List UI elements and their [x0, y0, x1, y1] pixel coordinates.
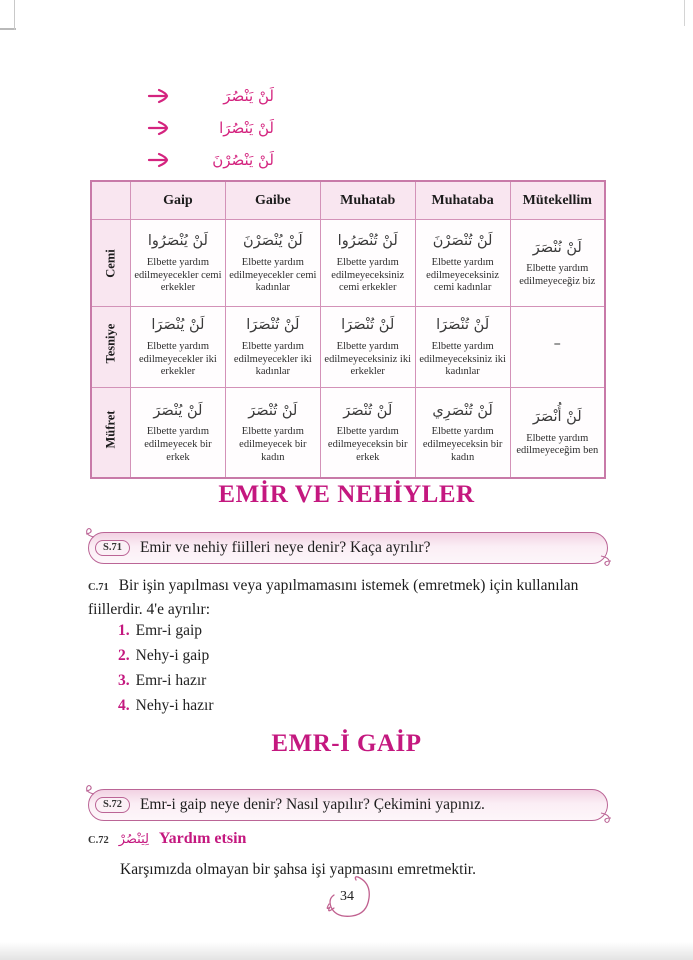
- list-item: [118, 693, 214, 718]
- translation-caption: Elbette yardım edilmeyecek bir kadın: [239, 426, 307, 463]
- list-label: Emr-i gaip: [135, 621, 203, 639]
- table-cell: [131, 307, 226, 388]
- translation-caption: Elbette yardım edilmeyeceksiniz cemi erkekler: [331, 256, 405, 294]
- translation-caption: Elbette yardım edilmeyeceksin bir kadın: [422, 426, 503, 463]
- example-item: [146, 80, 274, 112]
- table-cell: [320, 307, 415, 388]
- arabic-form: لَنْ يُنْصَرَ: [153, 402, 203, 419]
- translation-caption: Elbette yardım edilmeyeceksiniz iki erkekler: [324, 340, 412, 378]
- answer-text: Karşımızda olmayan bir şahsa işi yapmasını emretmektir.: [120, 860, 476, 878]
- translation-caption: Elbette yardım edilmeyecekler iki erkekler: [139, 340, 217, 378]
- curl-ornament-icon: [82, 784, 96, 803]
- page-number: 34: [340, 889, 354, 904]
- page-number-ornament: [316, 874, 378, 926]
- conjugation-table: [90, 180, 606, 479]
- row-label: Cemi: [103, 248, 118, 278]
- arabic-form: لَنْ تُنْصَرَا: [436, 317, 490, 334]
- arabic-example: لَنْ يَنْصُرَ: [223, 87, 274, 105]
- table-header-row: [91, 181, 605, 220]
- arrow-right-icon: [146, 120, 172, 136]
- page-edge-line: [14, 0, 15, 30]
- table-cell: [510, 220, 605, 307]
- page-edge-shadow: [0, 942, 693, 960]
- translation-caption: Elbette yardım edilmeyecekler cemi kadınlar: [229, 256, 317, 294]
- row-label-cell: [91, 220, 131, 307]
- question-text: Emir ve nehiy fiilleri neye denir? Kaça ayrılır?: [139, 539, 431, 556]
- table-cell: [131, 388, 226, 479]
- list-number: 3.: [118, 671, 130, 689]
- arabic-form: لَنْ تُنْصَرُوا: [337, 233, 398, 250]
- list-number: 4.: [118, 696, 130, 714]
- question-tag: S.72: [95, 797, 130, 814]
- arabic-form: لَنْ تُنْصَرَا: [246, 317, 300, 334]
- table-cell: [415, 388, 510, 479]
- table-cell: [225, 388, 320, 479]
- row-label: Tesniye: [103, 323, 118, 363]
- arabic-example: لَنْ يَنْصُرْنَ: [212, 151, 274, 169]
- example-item: [146, 144, 274, 176]
- arabic-form: لَنْ يُنْصَرَا: [151, 317, 205, 334]
- row-label: Müfret: [103, 410, 118, 449]
- table-cell: [415, 220, 510, 307]
- column-header: Muhataba: [415, 181, 510, 220]
- list-item: [118, 618, 214, 643]
- answer-tag: C.71: [88, 582, 109, 593]
- translation-caption: Elbette yardım edilmeyecekler cemi erkekler: [134, 256, 222, 294]
- translation-caption: Elbette yardım edilmeyeceksin bir erkek: [327, 426, 408, 463]
- arabic-form: لَنْ أُنْصَرَ: [532, 409, 582, 426]
- question-text: Emr-i gaip neye denir? Nasıl yapılır? Çekimini yapınız.: [139, 796, 485, 813]
- translation-caption: Elbette yardım edilmeyecekler iki kadınlar: [233, 340, 312, 378]
- row-label-cell: [91, 388, 131, 479]
- arabic-example: لِيَنْصُرْ: [118, 832, 149, 847]
- example-list: [146, 80, 274, 176]
- table-cell: [510, 388, 605, 479]
- arabic-form: لَنْ تُنْصَرِي: [432, 402, 493, 419]
- table-row: [91, 220, 605, 307]
- column-header: Gaip: [131, 181, 226, 220]
- column-header: Muhatab: [320, 181, 415, 220]
- table-cell: [225, 220, 320, 307]
- arabic-example: لَنْ يَنْصُرَا: [219, 119, 274, 137]
- question-box-s71: [88, 532, 608, 564]
- answer-c71: [88, 574, 612, 622]
- page-edge-line: [684, 0, 685, 26]
- translation-caption: Elbette yardım edilmeyecek bir erkek: [144, 426, 212, 463]
- answer-tag: C.72: [88, 835, 109, 846]
- column-header: Gaibe: [225, 181, 320, 220]
- list-item: [118, 668, 214, 693]
- table-cell: [131, 220, 226, 307]
- arabic-form: لَنْ نُنْصَرَ: [532, 239, 582, 256]
- table-cell: [320, 388, 415, 479]
- list-number: 1.: [118, 621, 130, 639]
- arabic-form: –: [553, 336, 561, 353]
- arrow-right-icon: [146, 88, 172, 104]
- curl-ornament-icon: [82, 527, 96, 546]
- list-label: Nehy-i gaip: [135, 646, 210, 664]
- arabic-form: لَنْ تُنْصَرَ: [343, 402, 393, 419]
- table-row: [91, 307, 605, 388]
- question-box-s72: [88, 789, 608, 821]
- list-label: Nehy-i hazır: [135, 696, 214, 714]
- arabic-form: لَنْ تُنْصَرَ: [248, 402, 298, 419]
- translation-caption: Elbette yardım edilmeyeceğim ben: [516, 432, 599, 457]
- table-cell: [320, 220, 415, 307]
- arrow-right-icon: [146, 152, 172, 168]
- table-cell: [510, 307, 605, 388]
- arabic-form: لَنْ يُنْصَرْنَ: [242, 233, 303, 250]
- answer-list: [118, 618, 214, 718]
- table-cell: [225, 307, 320, 388]
- list-label: Emr-i hazır: [135, 671, 207, 689]
- section-title-emri-gaip: EMR-İ GAİP: [271, 730, 422, 757]
- answer-headline: [88, 827, 612, 852]
- row-label-cell: [91, 307, 131, 388]
- arabic-form: لَنْ يُنْصَرُوا: [147, 233, 208, 250]
- translation-caption: Elbette yardım edilmeyeceksiniz iki kadınlar: [419, 340, 506, 378]
- table-corner-cell: [91, 181, 131, 220]
- table-cell: [415, 307, 510, 388]
- answer-text: Bir işin yapılması veya yapılmamasını istemek (emretmek) için kullanılan fiillerdir. 4'e ayrılır:: [88, 577, 579, 619]
- translation-caption: Elbette yardım edilmeyeceksiniz cemi kadınlar: [426, 256, 500, 294]
- answer-highlight: Yardım etsin: [158, 830, 247, 847]
- translation-caption: Elbette yardım edilmeyeceğiz biz: [519, 263, 596, 287]
- section-title-emir-ve-nehiyler: EMİR VE NEHİYLER: [218, 481, 475, 508]
- table-row: [91, 388, 605, 479]
- question-tag: S.71: [95, 540, 130, 557]
- example-item: [146, 112, 274, 144]
- arabic-form: لَنْ تُنْصَرْنَ: [432, 233, 493, 250]
- list-item: [118, 643, 214, 668]
- list-number: 2.: [118, 646, 130, 664]
- curl-ornament-icon: [599, 552, 615, 573]
- column-header: Mütekellim: [510, 181, 605, 220]
- arabic-form: لَنْ تُنْصَرَا: [341, 317, 395, 334]
